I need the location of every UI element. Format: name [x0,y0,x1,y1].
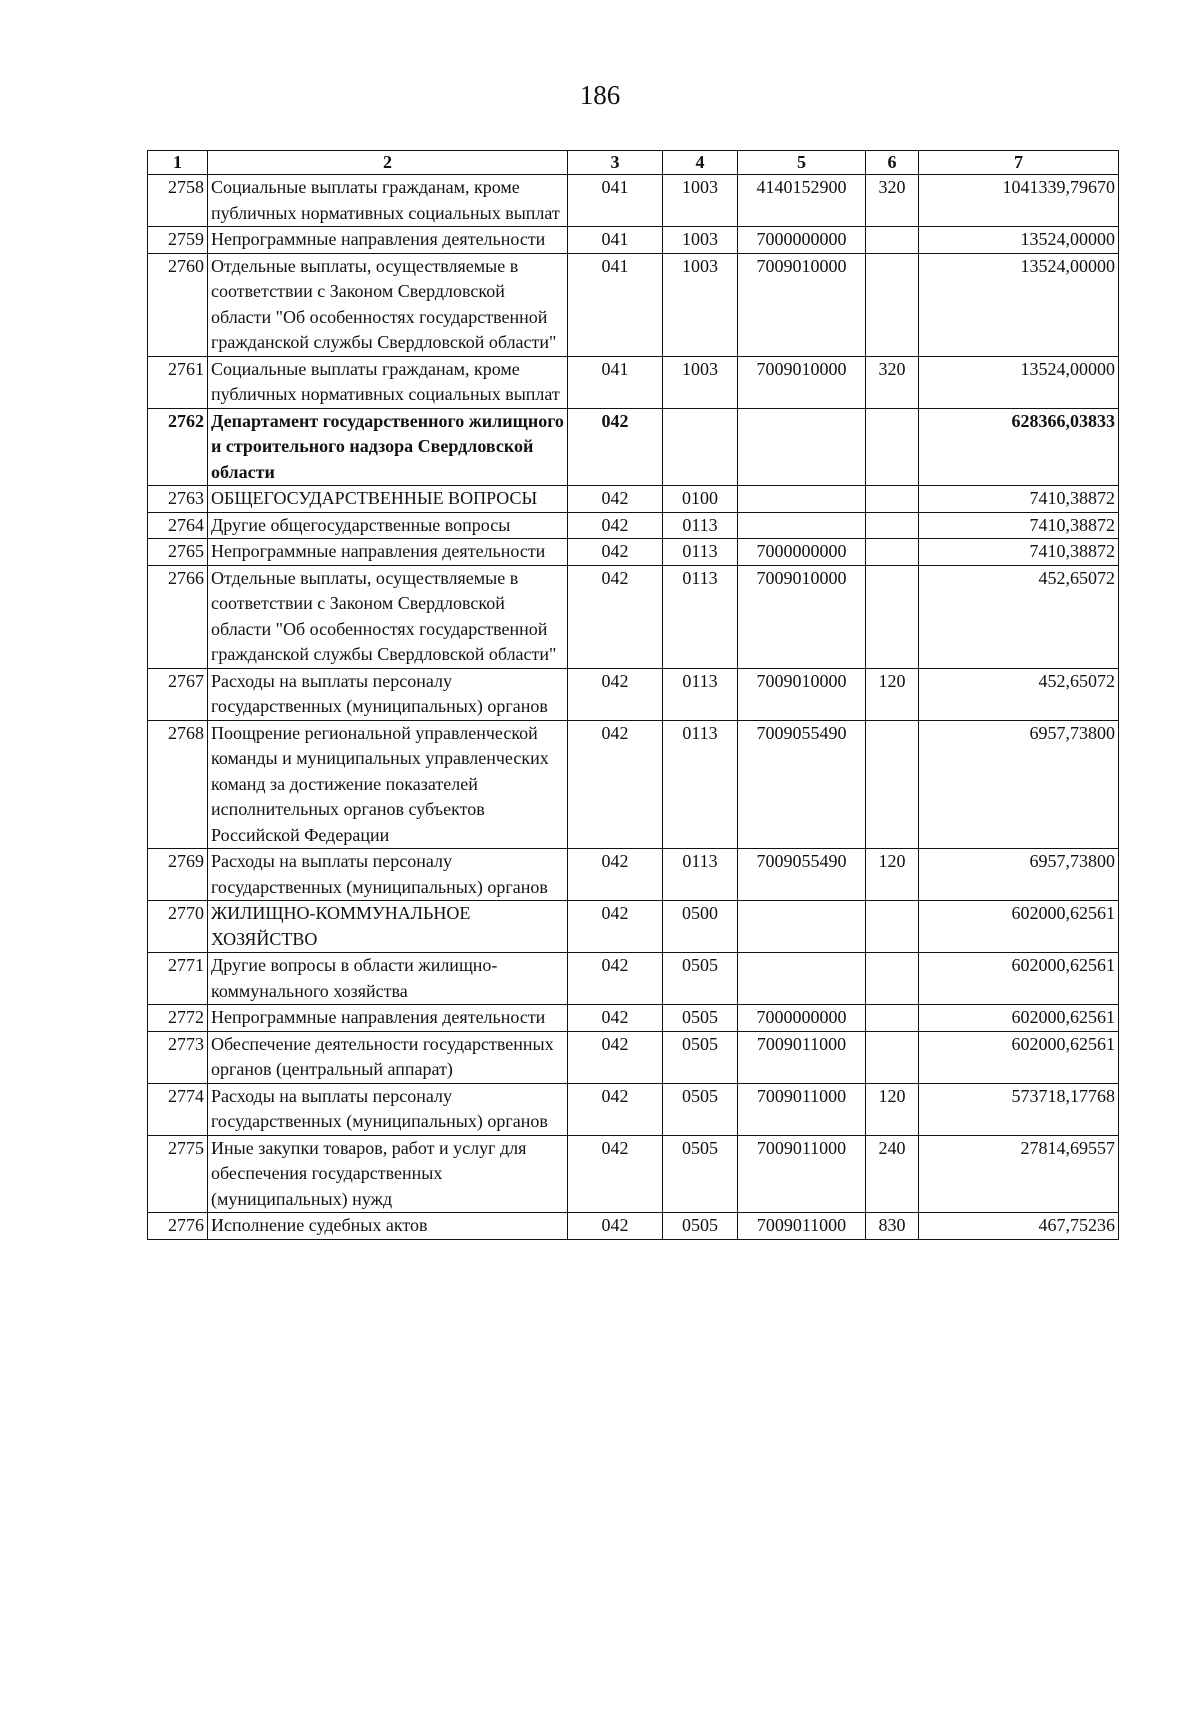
item-name-cell: Непрограммные направления деятельности [208,1005,568,1032]
item-name-cell: ЖИЛИЩНО-КОММУНАЛЬНОЕ ХОЗЯЙСТВО [208,901,568,953]
expense-type-code-cell [866,408,919,486]
table-row [148,1213,1119,1240]
section-code-cell: 0505 [663,1083,738,1135]
section-code-cell: 1003 [663,253,738,356]
ministry-code-cell: 042 [568,901,663,953]
item-name-cell: Социальные выплаты гражданам, кроме публичных нормативных социальных выплат [208,356,568,408]
ministry-code-cell: 042 [568,1135,663,1213]
expense-type-code-cell: 240 [866,1135,919,1213]
row-number-cell: 2775 [148,1135,208,1213]
expense-type-code-cell [866,720,919,849]
table-row [148,227,1119,254]
table-row [148,1005,1119,1032]
expense-type-code-cell [866,253,919,356]
table-row [148,953,1119,1005]
target-article-code-cell [738,486,866,513]
row-number-cell: 2776 [148,1213,208,1240]
target-article-code-cell: 7009010000 [738,565,866,668]
column-header-4: 4 [663,151,738,175]
amount-cell: 13524,00000 [919,356,1119,408]
ministry-code-cell: 042 [568,1083,663,1135]
amount-cell: 602000,62561 [919,1031,1119,1083]
ministry-code-cell: 041 [568,356,663,408]
expense-type-code-cell: 120 [866,849,919,901]
section-code-cell: 0113 [663,512,738,539]
target-article-code-cell: 4140152900 [738,175,866,227]
target-article-code-cell: 7009010000 [738,253,866,356]
ministry-code-cell: 042 [568,486,663,513]
row-number-cell: 2774 [148,1083,208,1135]
target-article-code-cell [738,953,866,1005]
target-article-code-cell: 7009011000 [738,1213,866,1240]
ministry-code-cell: 042 [568,849,663,901]
table-row [148,175,1119,227]
table-row [148,849,1119,901]
table-body [148,175,1119,1240]
target-article-code-cell: 7000000000 [738,227,866,254]
row-number-cell: 2771 [148,953,208,1005]
table-row [148,1031,1119,1083]
section-code-cell: 0505 [663,1005,738,1032]
column-header-7: 7 [919,151,1119,175]
ministry-code-cell: 042 [568,1213,663,1240]
row-number-cell: 2764 [148,512,208,539]
expense-type-code-cell [866,901,919,953]
section-code-cell: 0113 [663,720,738,849]
column-header-3: 3 [568,151,663,175]
expense-type-code-cell: 320 [866,175,919,227]
column-header-5: 5 [738,151,866,175]
expense-type-code-cell [866,227,919,254]
section-code-cell: 1003 [663,356,738,408]
amount-cell: 573718,17768 [919,1083,1119,1135]
table-row [148,486,1119,513]
amount-cell: 6957,73800 [919,720,1119,849]
item-name-cell: Отдельные выплаты, осуществляемые в соответствии с Законом Свердловской области "Об особенностях государственной гражданской службы Свердловской области" [208,253,568,356]
ministry-code-cell: 042 [568,720,663,849]
table-row [148,356,1119,408]
amount-cell: 467,75236 [919,1213,1119,1240]
row-number-cell: 2762 [148,408,208,486]
column-header-6: 6 [866,151,919,175]
section-code-cell: 0505 [663,953,738,1005]
row-number-cell: 2767 [148,668,208,720]
section-code-cell: 1003 [663,175,738,227]
ministry-code-cell: 042 [568,408,663,486]
header-row [148,151,1119,175]
row-number-cell: 2768 [148,720,208,849]
table-row [148,408,1119,486]
amount-cell: 13524,00000 [919,227,1119,254]
table-row [148,720,1119,849]
expense-type-code-cell [866,565,919,668]
amount-cell: 13524,00000 [919,253,1119,356]
section-code-cell: 0505 [663,1135,738,1213]
row-number-cell: 2773 [148,1031,208,1083]
section-code-cell: 0500 [663,901,738,953]
item-name-cell: Другие вопросы в области жилищно-коммунального хозяйства [208,953,568,1005]
column-header-1: 1 [148,151,208,175]
item-name-cell: Расходы на выплаты персоналу государственных (муниципальных) органов [208,668,568,720]
row-number-cell: 2761 [148,356,208,408]
target-article-code-cell: 7009055490 [738,720,866,849]
amount-cell: 602000,62561 [919,901,1119,953]
row-number-cell: 2758 [148,175,208,227]
section-code-cell: 0113 [663,539,738,566]
expense-type-code-cell [866,512,919,539]
item-name-cell: Поощрение региональной управленческой команды и муниципальных управленческих команд за достижение показателей исполнительных органов субъектов Российской Федерации [208,720,568,849]
ministry-code-cell: 042 [568,565,663,668]
expense-type-code-cell [866,486,919,513]
target-article-code-cell: 7009010000 [738,356,866,408]
table-row [148,565,1119,668]
amount-cell: 628366,03833 [919,408,1119,486]
ministry-code-cell: 042 [568,668,663,720]
ministry-code-cell: 041 [568,227,663,254]
row-number-cell: 2770 [148,901,208,953]
target-article-code-cell: 7009011000 [738,1083,866,1135]
amount-cell: 7410,38872 [919,539,1119,566]
table-row [148,512,1119,539]
target-article-code-cell: 7009011000 [738,1031,866,1083]
item-name-cell: ОБЩЕГОСУДАРСТВЕННЫЕ ВОПРОСЫ [208,486,568,513]
table-row [148,253,1119,356]
ministry-code-cell: 041 [568,253,663,356]
row-number-cell: 2765 [148,539,208,566]
amount-cell: 7410,38872 [919,512,1119,539]
expense-type-code-cell [866,539,919,566]
row-number-cell: 2759 [148,227,208,254]
item-name-cell: Иные закупки товаров, работ и услуг для обеспечения государственных (муниципальных) нужд [208,1135,568,1213]
row-number-cell: 2769 [148,849,208,901]
column-header-2: 2 [208,151,568,175]
row-number-cell: 2772 [148,1005,208,1032]
section-code-cell: 0113 [663,668,738,720]
ministry-code-cell: 042 [568,1005,663,1032]
target-article-code-cell [738,512,866,539]
table-row [148,1083,1119,1135]
item-name-cell: Департамент государственного жилищного и строительного надзора Свердловской области [208,408,568,486]
table-row [148,668,1119,720]
section-code-cell: 0505 [663,1031,738,1083]
target-article-code-cell: 7009010000 [738,668,866,720]
row-number-cell: 2763 [148,486,208,513]
amount-cell: 1041339,79670 [919,175,1119,227]
table-row [148,901,1119,953]
item-name-cell: Непрограммные направления деятельности [208,539,568,566]
expense-type-code-cell [866,1005,919,1032]
amount-cell: 452,65072 [919,565,1119,668]
item-name-cell: Социальные выплаты гражданам, кроме публичных нормативных социальных выплат [208,175,568,227]
item-name-cell: Другие общегосударственные вопросы [208,512,568,539]
amount-cell: 602000,62561 [919,953,1119,1005]
item-name-cell: Обеспечение деятельности государственных органов (центральный аппарат) [208,1031,568,1083]
ministry-code-cell: 042 [568,539,663,566]
section-code-cell: 0505 [663,1213,738,1240]
target-article-code-cell: 7000000000 [738,1005,866,1032]
amount-cell: 7410,38872 [919,486,1119,513]
ministry-code-cell: 042 [568,953,663,1005]
expense-type-code-cell: 120 [866,1083,919,1135]
ministry-code-cell: 042 [568,1031,663,1083]
row-number-cell: 2766 [148,565,208,668]
amount-cell: 452,65072 [919,668,1119,720]
table-row [148,1135,1119,1213]
ministry-code-cell: 042 [568,512,663,539]
budget-table [147,150,1119,1240]
target-article-code-cell: 7000000000 [738,539,866,566]
target-article-code-cell [738,408,866,486]
item-name-cell: Расходы на выплаты персоналу государственных (муниципальных) органов [208,1083,568,1135]
item-name-cell: Исполнение судебных актов [208,1213,568,1240]
section-code-cell: 1003 [663,227,738,254]
item-name-cell: Расходы на выплаты персоналу государственных (муниципальных) органов [208,849,568,901]
target-article-code-cell: 7009055490 [738,849,866,901]
expense-type-code-cell: 830 [866,1213,919,1240]
page-number: 186 [579,80,621,110]
expense-type-code-cell: 320 [866,356,919,408]
target-article-code-cell: 7009011000 [738,1135,866,1213]
table-row [148,539,1119,566]
section-code-cell: 0100 [663,486,738,513]
target-article-code-cell [738,901,866,953]
ministry-code-cell: 041 [568,175,663,227]
section-code-cell [663,408,738,486]
section-code-cell: 0113 [663,565,738,668]
amount-cell: 602000,62561 [919,1005,1119,1032]
section-code-cell: 0113 [663,849,738,901]
expense-type-code-cell [866,953,919,1005]
row-number-cell: 2760 [148,253,208,356]
amount-cell: 27814,69557 [919,1135,1119,1213]
amount-cell: 6957,73800 [919,849,1119,901]
expense-type-code-cell: 120 [866,668,919,720]
item-name-cell: Непрограммные направления деятельности [208,227,568,254]
expense-type-code-cell [866,1031,919,1083]
item-name-cell: Отдельные выплаты, осуществляемые в соответствии с Законом Свердловской области "Об особенностях государственной гражданской службы Свердловской области" [208,565,568,668]
